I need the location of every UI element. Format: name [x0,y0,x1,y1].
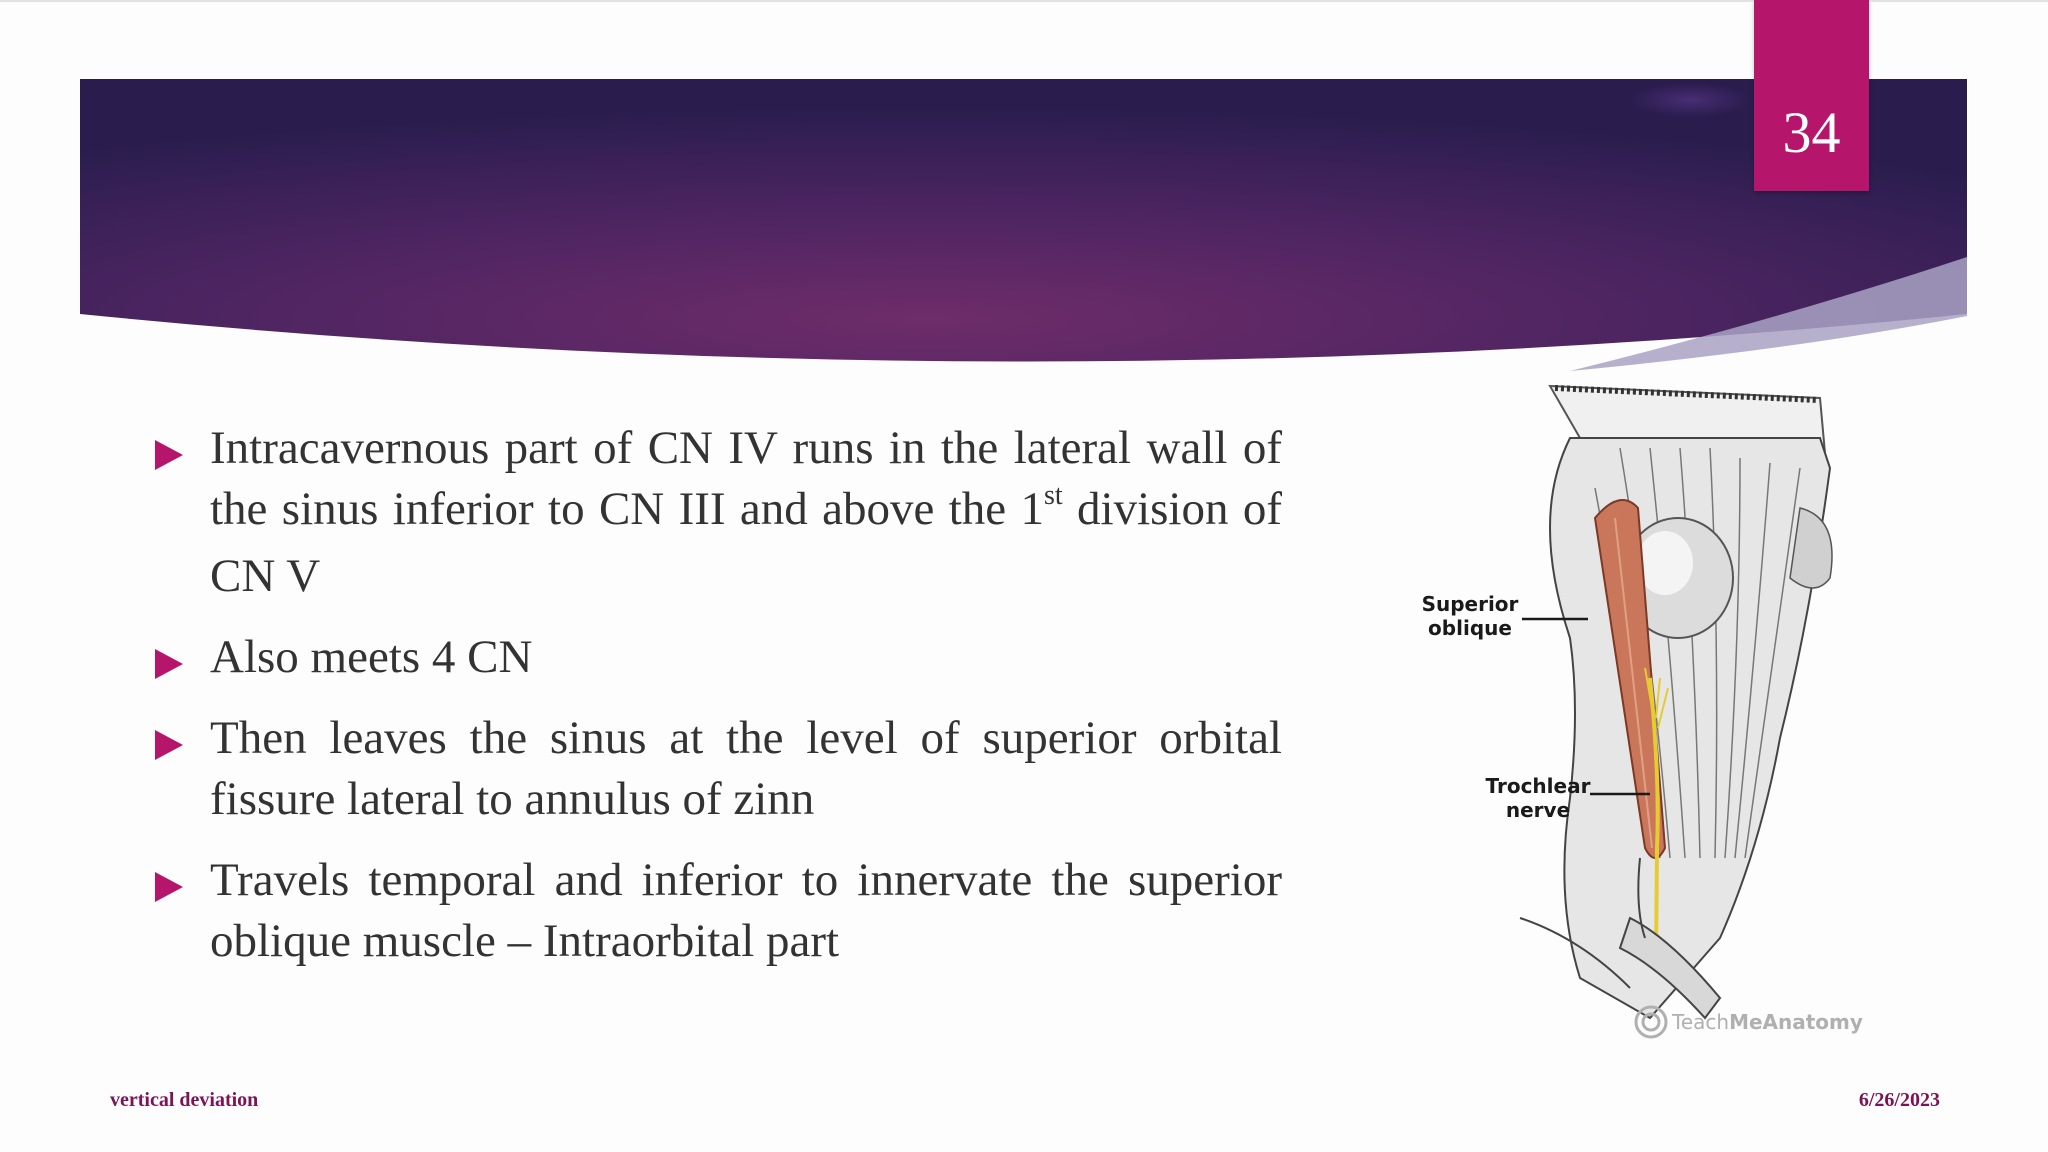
footer-date: 6/26/2023 [1858,1089,1940,1111]
list-item [150,850,1282,972]
bullet-text: Then leaves the sinus at the level of superior orbital fissure lateral to annulus of zinn [210,712,1282,825]
trochlear-nerve-label: Trochlear nerve [1485,774,1591,822]
watermark-strong: MeAnatomy [1729,1010,1863,1034]
bullet-list [150,418,1282,992]
list-item [150,418,1282,607]
arrow-bullet-icon [155,730,183,760]
teachmeanatomy-logo-icon [1634,1005,1668,1039]
superior-oblique-label: Superior oblique [1421,592,1519,640]
list-item [150,708,1282,830]
watermark-prefix: Teach [1672,1010,1730,1034]
slide-number-badge [1754,0,1869,191]
superscript: st [1043,480,1063,511]
footer-title: vertical deviation [110,1089,259,1111]
arrow-bullet-icon [155,649,183,679]
title-banner [80,79,1967,384]
arrow-bullet-icon [155,440,183,470]
bullet-text: Intracavernous part of CN IV runs in the lateral wall of the sinus inferior to CN III and above the 1st division of CN V [210,422,1282,602]
orbit-anatomy-figure [1420,378,1900,1046]
bullet-text: Also meets 4 CN [210,631,533,683]
watermark [1634,1005,1863,1039]
slide-number: 34 [1782,100,1841,165]
bullet-text: Travels temporal and inferior to innervate the superior oblique muscle – Intraorbital part [210,854,1282,967]
top-rule [0,0,2048,2]
arrow-bullet-icon [155,872,183,902]
list-item [150,627,1282,688]
orbit-illustration [1420,378,1900,1046]
